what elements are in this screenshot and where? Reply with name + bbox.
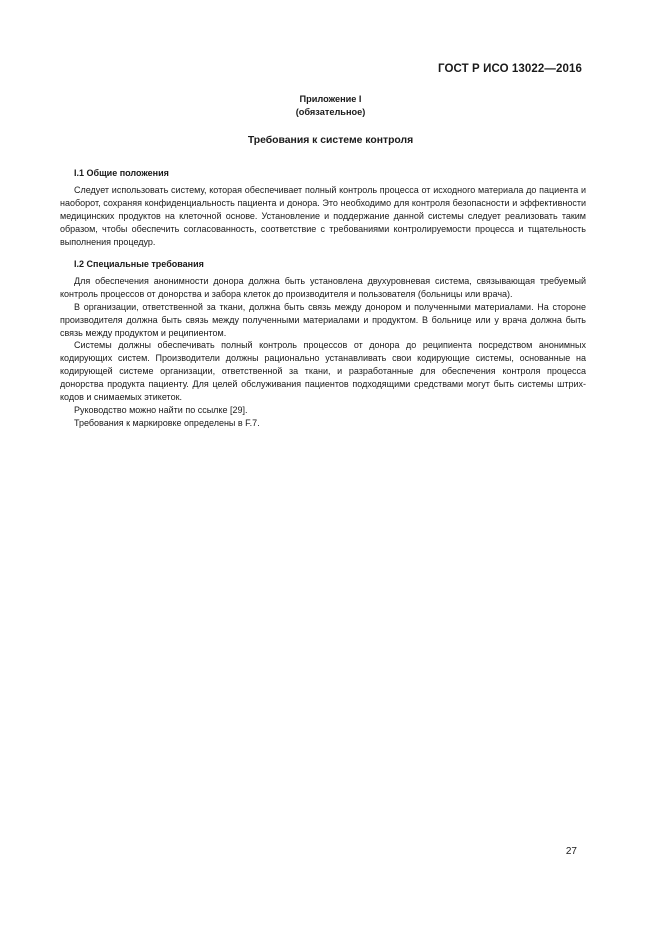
paragraph: В организации, ответственной за ткани, должна быть связь между донором и полученными материалами. На стороне производителя должна быть связь между полученными материалами и продуктом. В больнице или у врача должна быть связь между продуктом и реципиентом. [60,301,586,338]
paragraph: Руководство можно найти по ссылке [29]. [74,404,248,415]
section-general [60,167,586,248]
annex-title: Требования к системе контроля [247,135,414,146]
paragraph: Системы должны обеспечивать полный контроль процессов от донора до реципиента посредством анонимных кодирующих систем. Производители должны рационально устанавливать свои кодирующие системы, основанные на кодирующей системе организации, ответственной за ткани, и разработанные для обеспечения контроля процесса донорства продукта пациенту. Для целей обслуживания пациентов подходящими средствами могут быть системы штрих-кодов и снимаемых этикеток. [60,340,586,403]
paragraph: Для обеспечения анонимности донора должна быть установлена двухуровневая система, связывающая требуемый контроль процессов от донорства и забора клеток до производителя и пользователя (больницы или врача). [60,275,586,299]
paragraph: Следует использовать систему, которая обеспечивает полный контроль процесса от исходного материала до пациента и наоборот, сохраняя конфиденциальность пациента и донора. Это необходимо для контроля безопасности и эффективности медицинских продуктов на клеточной основе. Установление и поддержание данной системы следует реализовать таким образом, чтобы обеспечить согласованность, соответствие с требованиями контролируемости процесса и тщательность выполнения процедур. [60,184,586,247]
annex-heading [0,93,661,119]
section-special [60,258,586,430]
section-heading: I.2 Специальные требования [74,259,204,269]
paragraph: Требования к маркировке определены в F.7. [74,417,260,428]
page-number: 27 [565,846,577,857]
section-heading: I.1 Общие положения [74,168,169,178]
document-code: ГОСТ Р ИСО 13022—2016 [437,63,582,75]
annex-label: Приложение I [299,94,362,104]
annex-status: (обязательное) [295,107,366,117]
